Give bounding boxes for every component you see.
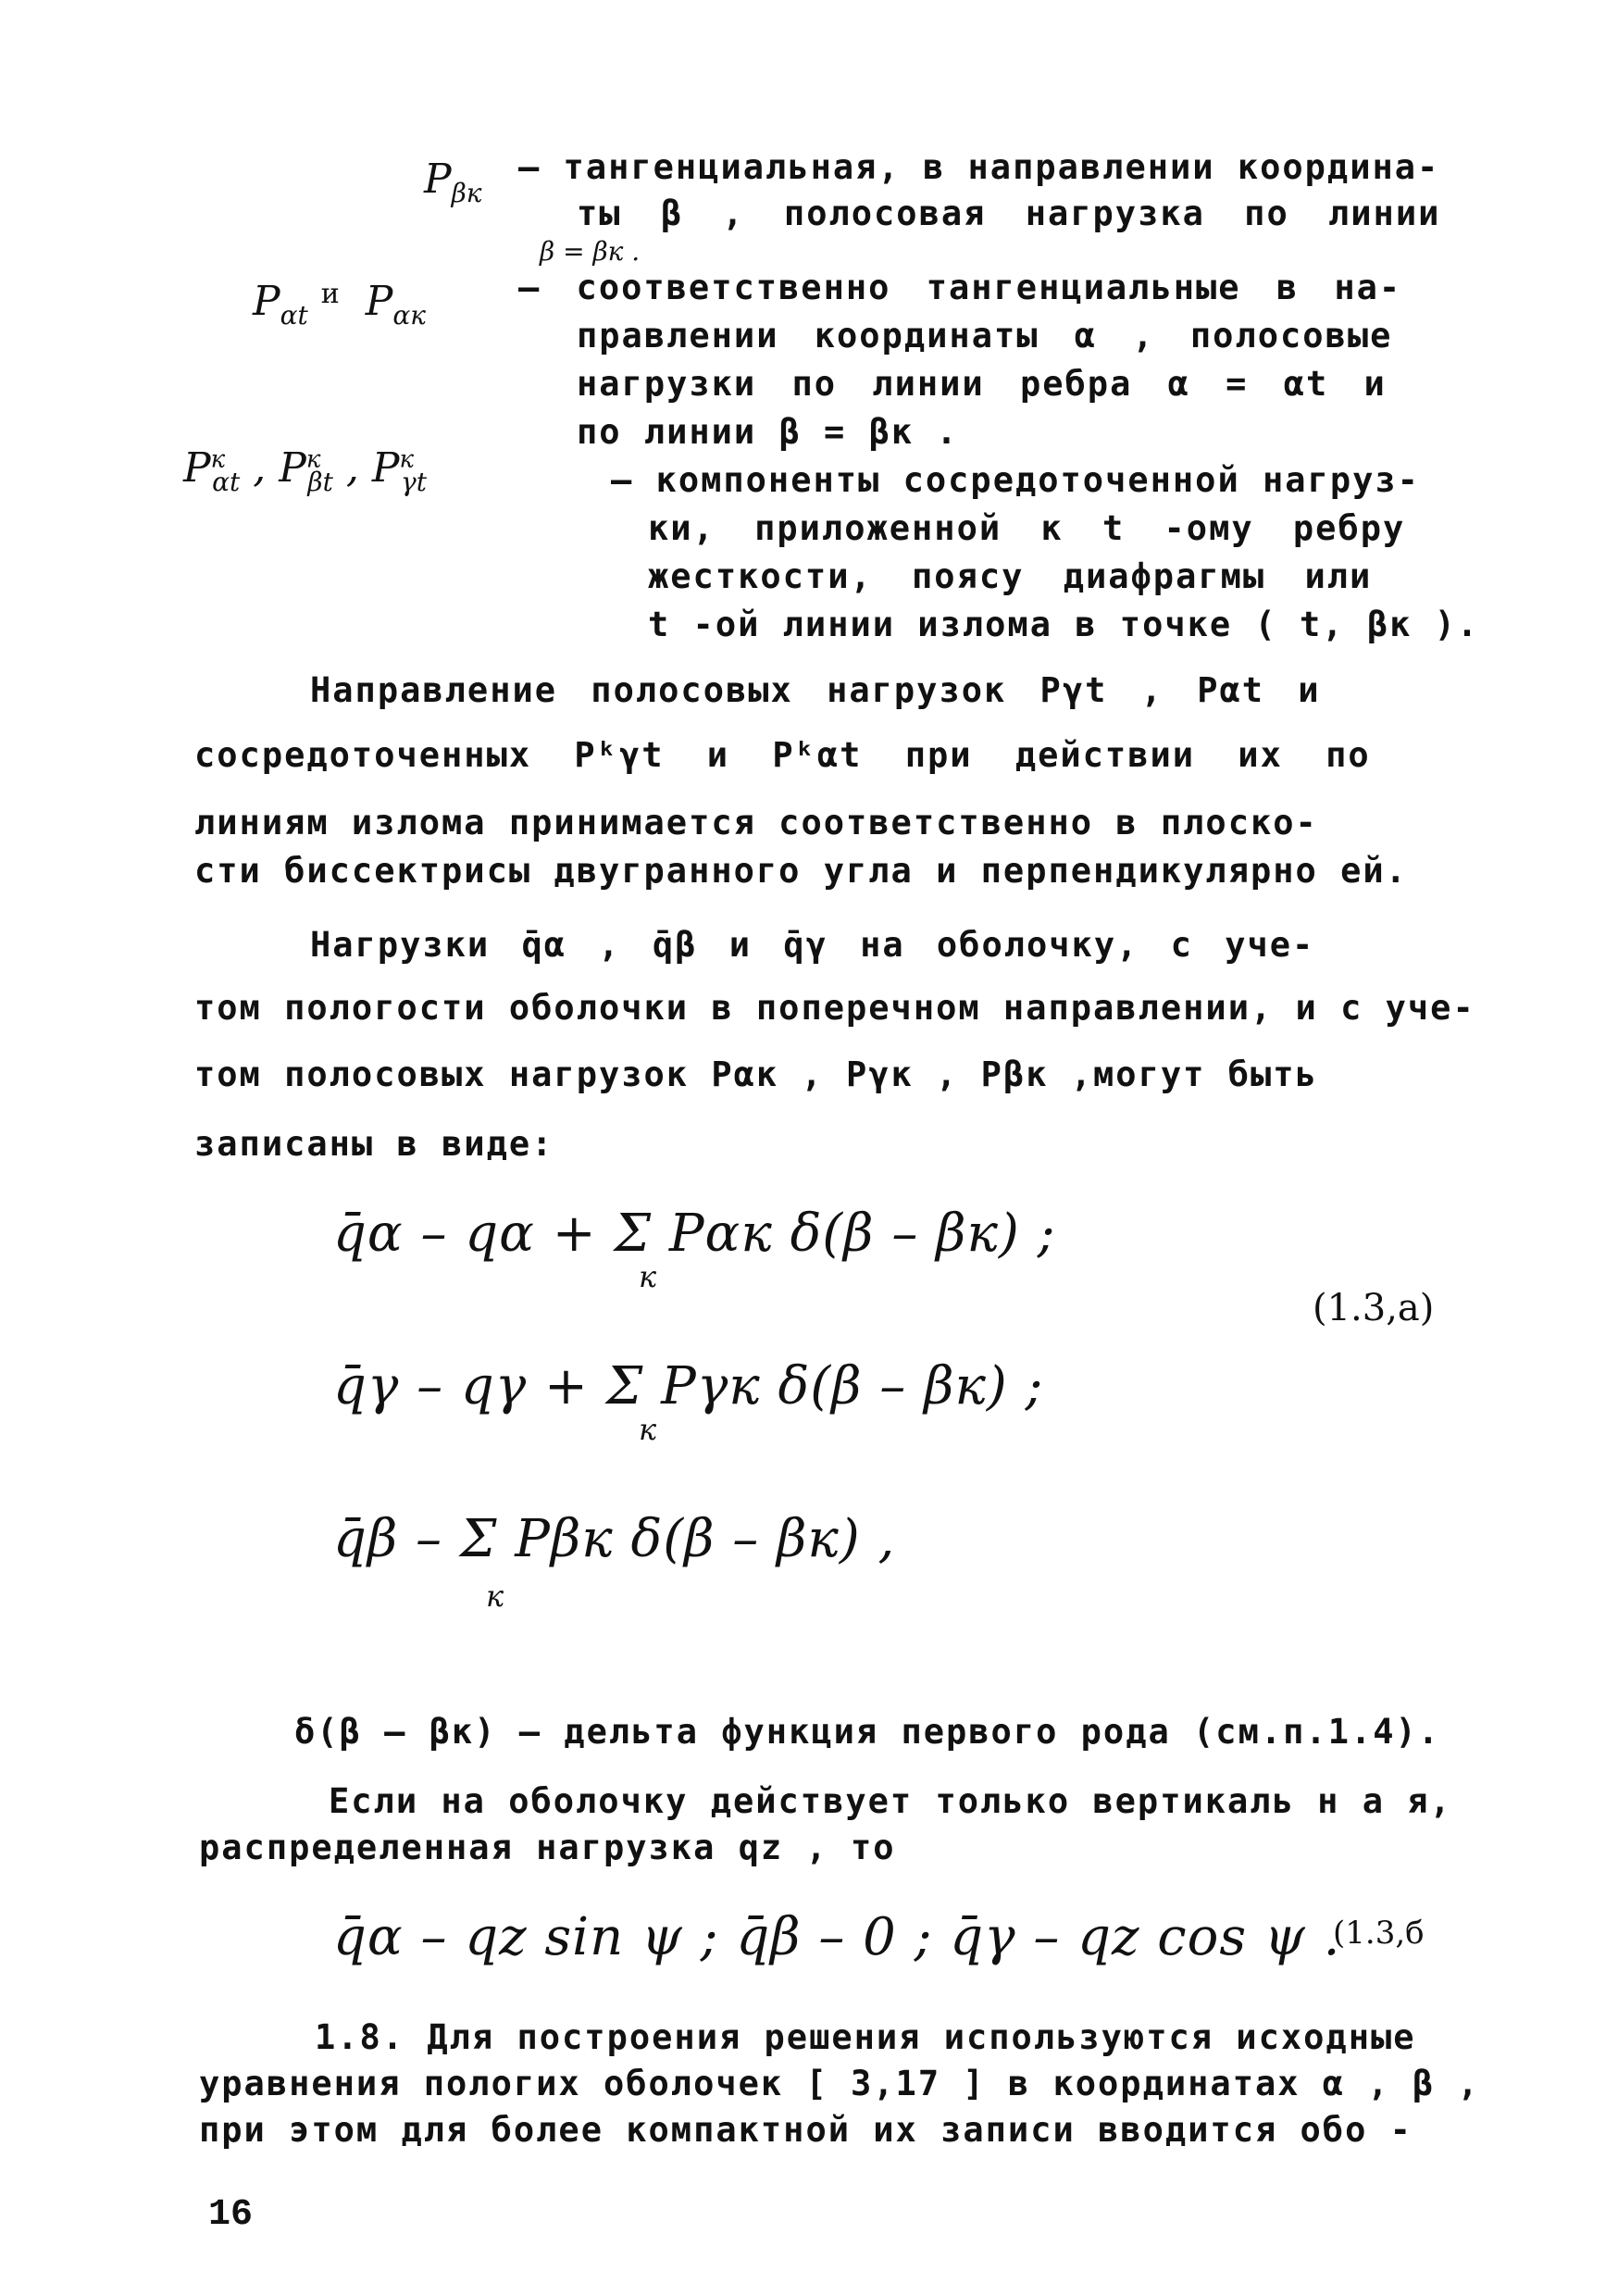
- definition-p-alpha-line-4: по линии β = βк .: [577, 412, 959, 452]
- definition-p-alpha-line-3: нагрузки по линии ребра α = αt и: [577, 364, 1387, 404]
- paragraph-loads-line-2: том пологости оболочки в поперечном направлении, и с уче-: [194, 988, 1475, 1028]
- definition-p-alpha-line-2: правлении координаты α , полосовые: [577, 316, 1393, 356]
- paragraph-direction-line-1: Направление полосовых нагрузок Pγt , Pαt и: [310, 670, 1321, 710]
- definition-p-alpha-line-1: – соответственно тангенциальные в на-: [518, 268, 1402, 307]
- symbol-p-components: $P^к_{\alpha t}$ , $P^к_{\beta t}$ , $P^к_{\gamma t}$: [183, 444, 427, 497]
- definition-components-line-4: t -ой линии излома в точке ( t, βк ).: [648, 605, 1480, 644]
- paragraph-vertical-load-line-2: распределенная нагрузка qz , то: [199, 1828, 896, 1867]
- sum-index: к: [486, 1578, 504, 1614]
- paragraph-vertical-load-line-1: Если на оболочку действует только вертикаль н а я,: [329, 1781, 1452, 1821]
- paragraph-loads-line-1: Нагрузки q̄α , q̄β и q̄γ на оболочку, с уче-: [310, 925, 1315, 965]
- equation-q-beta: q̄β – Σ Pβк δ(β – βк) ,: [333, 1509, 896, 1569]
- section-1-8-line-2: уравнения пологих оболочек [ 3,17 ] в координатах α , β ,: [199, 2064, 1480, 2103]
- equation-q-alpha: q̄α – qα + Σ Pαк δ(β – βк) ;: [333, 1204, 1056, 1264]
- delta-function-definition: δ(β – βк) – дельта функция первого рода (см.п.1.4).: [294, 1712, 1441, 1752]
- equation-label-1-3a: (1.3,а): [1313, 1287, 1435, 1329]
- equation-1-3b: q̄α – qz sin ψ ; q̄β – 0 ; q̄γ – qz cos ψ .: [333, 1907, 1341, 1967]
- paragraph-loads-line-4: записаны в виде:: [194, 1124, 554, 1164]
- paragraph-direction-line-4: сти биссектрисы двугранного угла и перпендикулярно ей.: [194, 851, 1408, 891]
- page-number: 16: [208, 2194, 254, 2236]
- equation-label-1-3b: (1.3,б: [1333, 1915, 1425, 1952]
- equation-q-gamma: q̄γ – qγ + Σ Pγк δ(β – βк) ;: [333, 1356, 1044, 1416]
- section-1-8-line-1: 1.8. Для построения решения используются исходные: [315, 2017, 1416, 2057]
- sum-index: к: [639, 1259, 657, 1294]
- symbol-p-beta-k: $P_{\beta к}$: [424, 156, 482, 208]
- section-1-8-line-3: при этом для более компактной их записи вводится обо -: [199, 2110, 1413, 2150]
- definition-components-line-2: ки, приложенной к t -ому ребру: [648, 508, 1406, 548]
- definition-p-beta-k-line-1: – тангенциальная, в направлении координа-: [518, 147, 1440, 187]
- sum-index: к: [639, 1412, 657, 1447]
- definition-components-line-3: жесткости, поясу диафрагмы или: [648, 556, 1373, 596]
- paragraph-direction-line-2: сосредоточенных Pᵏγt и Pᵏαt при действии их по: [194, 735, 1371, 775]
- paragraph-loads-line-3: том полосовых нагрузок Pαк , Pγк , Pβк ,могут быть: [194, 1054, 1318, 1094]
- definition-components-line-1: – компоненты сосредоточенной нагруз-: [611, 460, 1420, 500]
- definition-p-beta-k-line-3: β = βк .: [540, 236, 641, 267]
- definition-p-beta-k-line-2: ты β , полосовая нагрузка по линии: [577, 193, 1441, 233]
- symbol-p-alpha-t-k: $P_{\alpha t}$ $^и$ $P_{\alpha к}$: [253, 278, 426, 331]
- paragraph-direction-line-3: линиям излома принимается соответственно в плоско-: [194, 803, 1318, 842]
